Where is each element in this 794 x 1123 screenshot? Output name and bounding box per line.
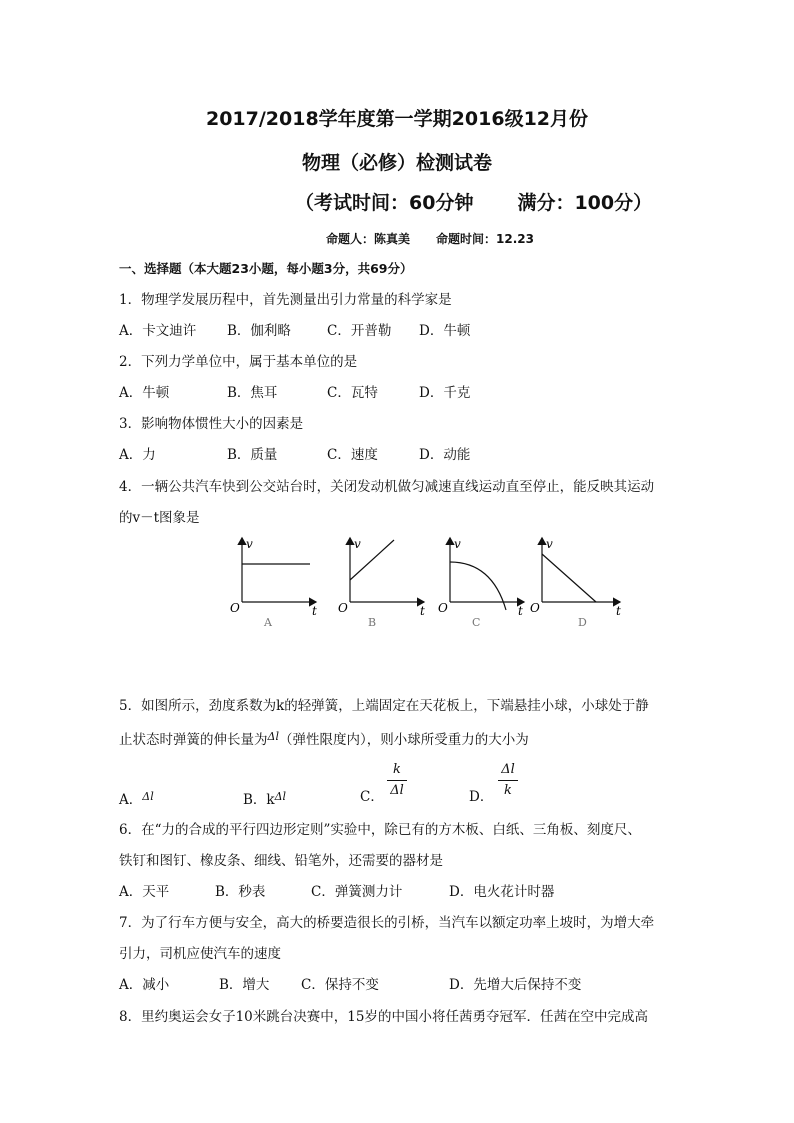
- graph-b-o: O: [338, 601, 348, 615]
- q6-stem-line1: 6．在“力的合成的平行四边形定则”实验中，除已有的方木板、白纸、三角板、刻度尺、: [119, 822, 641, 838]
- q5-option-d-label: D．: [469, 789, 494, 805]
- graph-d-t: t: [616, 604, 621, 618]
- graph-b-v: v: [354, 537, 361, 551]
- author: 命题人：陈真美: [326, 232, 411, 246]
- q2-stem: 2．下列力学单位中，属于基本单位的是: [119, 354, 358, 370]
- graph-d-label: D: [578, 616, 587, 628]
- q5-option-a-label: A．: [119, 792, 143, 808]
- graph-a: [230, 537, 317, 628]
- graph-b-t: t: [420, 604, 425, 618]
- q5-stem-part1: 止状态时弹簧的伸长量为: [119, 732, 268, 748]
- q5-option-a: [119, 788, 154, 809]
- q4-graphs: [222, 532, 632, 628]
- q7-option-b: B．增大: [219, 977, 270, 993]
- q1-stem: 1．物理学发展历程中，首先测量出引力常量的科学家是: [119, 292, 452, 308]
- q1-option-c: C．开普勒: [327, 323, 392, 339]
- q6-stem-line2: 铁钉和图钉、橡皮条、细线、铅笔外，还需要的器材是: [119, 853, 443, 869]
- graph-c: [438, 537, 524, 628]
- graph-c-t: t: [518, 604, 523, 618]
- q2-option-b: B．焦耳: [227, 385, 278, 401]
- graph-b: [338, 537, 425, 628]
- q3-options: [119, 446, 470, 464]
- q4-stem-line2: 的v－t图象是: [119, 510, 200, 526]
- q5-option-c-label: C．: [360, 789, 384, 805]
- q7-option-a: A．减小: [119, 977, 170, 993]
- q5-c-fraction-bar: [387, 780, 407, 781]
- exam-time: （考试时间：60分钟: [295, 192, 474, 214]
- q3-option-a: A．力: [119, 447, 156, 463]
- q7-stem-line1: 7．为了行车方便与安全，高大的桥要造很长的引桥，当汽车以额定功率上坡时，为增大牵: [119, 915, 655, 931]
- graph-a-v: v: [246, 537, 253, 551]
- q1-option-a: A．卡文迪许: [119, 323, 197, 339]
- q5-option-d-fraction: [496, 762, 520, 799]
- graph-c-v: v: [454, 537, 461, 551]
- q7-stem-line2: 引力，司机应使汽车的速度: [119, 946, 281, 962]
- q5-option-c-fraction: [385, 762, 409, 799]
- graph-a-t: t: [312, 604, 317, 618]
- q7-option-d: D．先增大后保持不变: [449, 977, 582, 993]
- q5-d-fraction-bar: [498, 780, 518, 781]
- q2-options: [119, 384, 470, 402]
- q6-option-d: D．电火花计时器: [449, 884, 555, 900]
- exam-title-line1: 2017/2018学年度第一学期2016级12月份: [205, 108, 589, 130]
- date: 命题时间：12.23: [436, 232, 534, 246]
- q5-option-a-value: Δl: [142, 790, 154, 803]
- q3-option-b: B．质量: [227, 447, 278, 463]
- q3-option-d: D．动能: [419, 447, 471, 463]
- graph-c-o: O: [438, 601, 448, 615]
- graph-d: [530, 537, 621, 628]
- graph-d-o: O: [530, 601, 540, 615]
- graph-a-label: A: [264, 616, 272, 628]
- q6-option-b: B．秒表: [215, 884, 266, 900]
- q2-option-c: C．瓦特: [327, 385, 378, 401]
- q2-option-d: D．千克: [419, 385, 471, 401]
- author-line: [326, 230, 534, 247]
- q5-c-denominator: Δl: [390, 783, 404, 798]
- q7-option-c: C．保持不变: [301, 977, 379, 993]
- q7-options: [119, 976, 581, 994]
- q6-option-a: A．天平: [119, 884, 170, 900]
- q5-stem-line1: 5．如图所示，劲度系数为k的轻弹簧，上端固定在天花板上，下端悬挂小球，小球处于静: [119, 698, 649, 714]
- q3-stem: 3．影响物体惯性大小的因素是: [119, 416, 304, 432]
- q2-option-a: A．牛顿: [119, 385, 170, 401]
- q5-c-numerator: k: [393, 762, 401, 777]
- full-score: 满分：100分）: [517, 192, 653, 214]
- q1-option-b: B．伽利略: [227, 323, 291, 339]
- q6-options: [119, 883, 554, 901]
- q8-stem-line1: 8．里约奥运会女子10米跳台决赛中，15岁的中国小将任茜勇夺冠军．任茜在空中完成高: [119, 1009, 648, 1025]
- q6-option-c: C．弹簧测力计: [311, 884, 403, 900]
- exam-time-score: [295, 188, 652, 215]
- q3-option-c: C．速度: [327, 447, 378, 463]
- q5-stem-line2: [119, 728, 529, 749]
- q5-option-b: [243, 788, 286, 809]
- q5-stem-part2: （弹性限度内），则小球所受重力的大小为: [278, 732, 529, 748]
- q5-option-b-label: B．k: [243, 792, 275, 808]
- graph-a-o: O: [230, 601, 240, 615]
- exam-title-line2: 物理（必修）检测试卷: [301, 152, 492, 174]
- q5-delta-l: Δl: [267, 730, 279, 743]
- section-heading: 一、选择题（本大题23小题，每小题3分，共69分）: [119, 261, 413, 276]
- q5-d-denominator: k: [504, 783, 512, 798]
- q1-options: [119, 322, 470, 340]
- q5-option-b-value: Δl: [274, 790, 287, 803]
- graph-c-label: C: [472, 616, 481, 628]
- q1-option-d: D．牛顿: [419, 323, 471, 339]
- graph-d-v: v: [546, 537, 553, 551]
- graph-b-label: B: [368, 616, 377, 628]
- q5-d-numerator: Δl: [501, 762, 515, 777]
- q4-stem-line1: 4．一辆公共汽车快到公交站台时，关闭发动机做匀减速直线运动直至停止，能反映其运动: [119, 479, 655, 495]
